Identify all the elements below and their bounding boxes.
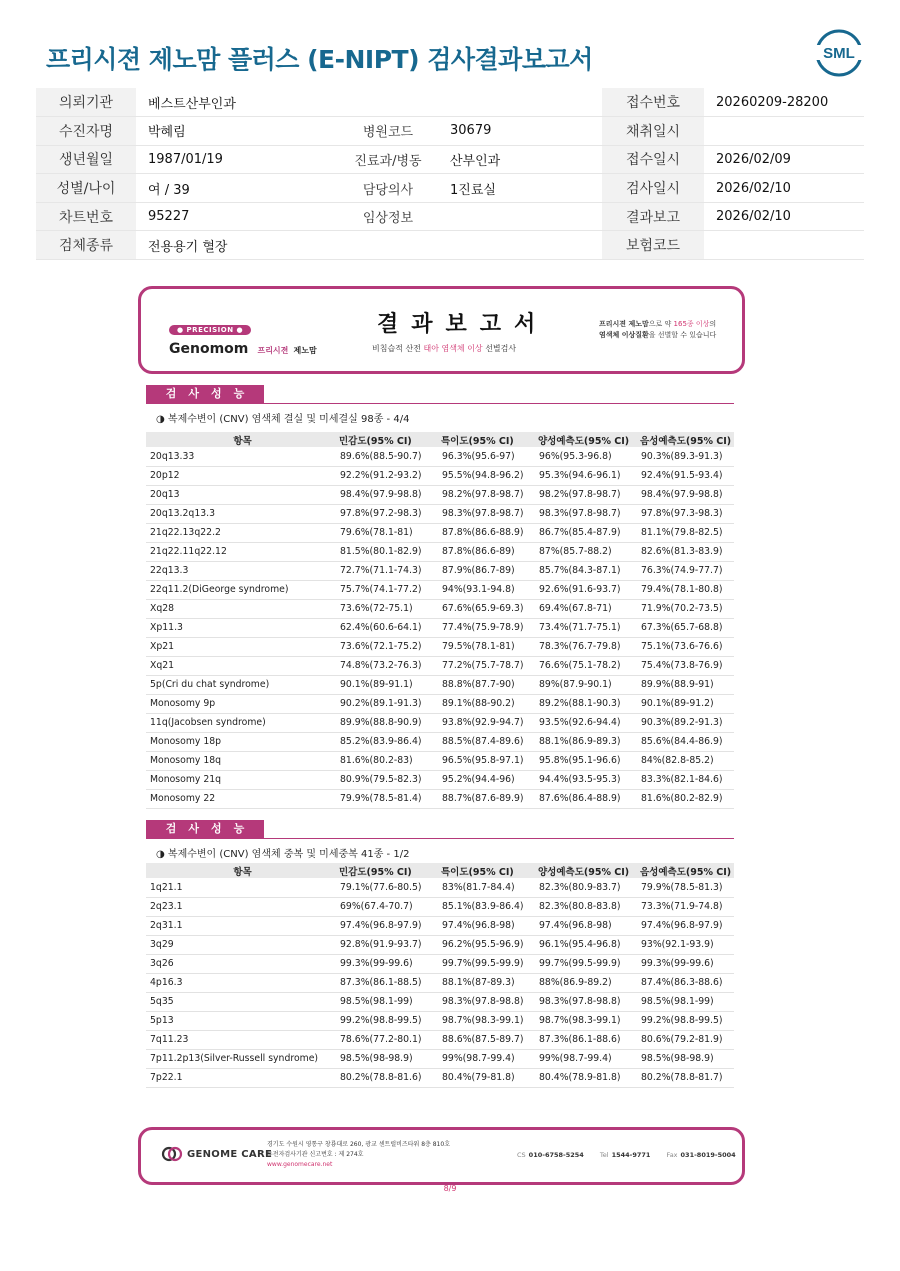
- report-header-frame: [138, 286, 745, 374]
- table-row: [146, 878, 734, 897]
- table-cell-value: 67.6%(65.9-69.3): [438, 599, 535, 618]
- column-header: 특이도(95% CI): [438, 432, 535, 447]
- info-value: 30679: [438, 117, 602, 146]
- table-cell-value: 95.3%(94.6-96.1): [535, 466, 637, 485]
- table-row: [146, 897, 734, 916]
- table-cell-value: 98.3%(97.8-98.7): [438, 504, 535, 523]
- table-cell-value: 72.7%(71.1-74.3): [336, 561, 438, 580]
- info-value: 95227: [136, 202, 338, 231]
- table-cell-value: 97.4%(96.8-97.9): [637, 916, 734, 935]
- table-cell-value: 98.3%(97.8-98.8): [535, 992, 637, 1011]
- table-row: [146, 713, 734, 732]
- table-cell-value: 98.5%(98.1-99): [336, 992, 438, 1011]
- table-cell-value: 98.2%(97.8-98.7): [438, 485, 535, 504]
- table-row: [146, 770, 734, 789]
- table-cell-item: 3q29: [146, 935, 336, 954]
- table-cell-item: 7p22.1: [146, 1068, 336, 1087]
- table-cell-value: 67.3%(65.7-68.8): [637, 618, 734, 637]
- table-cell-item: 1q21.1: [146, 878, 336, 897]
- table-cell-value: 73.6%(72-75.1): [336, 599, 438, 618]
- table-cell-value: 96.1%(95.4-96.8): [535, 935, 637, 954]
- table-cell-item: 21q22.11q22.12: [146, 542, 336, 561]
- column-header: 특이도(95% CI): [438, 863, 535, 878]
- table-row: [146, 542, 734, 561]
- info-value: [704, 117, 864, 146]
- table-cell-value: 97.8%(97.2-98.3): [336, 504, 438, 523]
- table-cell-value: 82.3%(80.9-83.7): [535, 878, 637, 897]
- precision-badge: ● PRECISION ●: [169, 325, 251, 335]
- table-cell-value: 94.4%(93.5-95.3): [535, 770, 637, 789]
- info-row: [36, 117, 864, 146]
- table-cell-value: 89.2%(88.1-90.3): [535, 694, 637, 713]
- table-cell-value: 97.8%(97.3-98.3): [637, 504, 734, 523]
- table-cell-value: 84%(82.8-85.2): [637, 751, 734, 770]
- info-label: 검사일시: [602, 174, 704, 203]
- table-cell-value: 87.8%(86.6-89): [438, 542, 535, 561]
- table-cell-value: 78.3%(76.7-79.8): [535, 637, 637, 656]
- table-row: [146, 954, 734, 973]
- info-value: 2026/02/10: [704, 174, 864, 203]
- info-label: 접수일시: [602, 145, 704, 174]
- table-cell-value: 81.1%(79.8-82.5): [637, 523, 734, 542]
- table-cell-value: 80.4%(78.9-81.8): [535, 1068, 637, 1087]
- table-cell-item: Monosomy 18p: [146, 732, 336, 751]
- table-cell-value: 69.4%(67.8-71): [535, 599, 637, 618]
- table-cell-value: 75.1%(73.6-76.6): [637, 637, 734, 656]
- info-value: 여 / 39: [136, 174, 338, 203]
- info-value: [438, 202, 602, 231]
- table-cell-value: 85.7%(84.3-87.1): [535, 561, 637, 580]
- table-cell-item: Xp21: [146, 637, 336, 656]
- column-header: 음성예측도(95% CI): [637, 432, 734, 447]
- section-note-2: ◑ 복제수변이 (CNV) 염색체 중복 및 미세중복 41종 - 1/2: [156, 849, 410, 860]
- table-row: [146, 637, 734, 656]
- table-row: [146, 485, 734, 504]
- table-cell-value: 99%(98.7-99.4): [438, 1049, 535, 1068]
- table-cell-item: 4p16.3: [146, 973, 336, 992]
- table-cell-value: 93.8%(92.9-94.7): [438, 713, 535, 732]
- table-cell-value: 89.6%(88.5-90.7): [336, 447, 438, 466]
- table-row: [146, 447, 734, 466]
- table-cell-value: 69%(67.4-70.7): [336, 897, 438, 916]
- table-cell-value: 80.6%(79.2-81.9): [637, 1030, 734, 1049]
- info-label: 결과보고: [602, 202, 704, 231]
- table-cell-value: 79.4%(78.1-80.8): [637, 580, 734, 599]
- table-cell-value: 79.1%(77.6-80.5): [336, 878, 438, 897]
- genomom-brand: Genomom: [169, 341, 249, 357]
- table-row: [146, 580, 734, 599]
- table-cell-value: 80.9%(79.5-82.3): [336, 770, 438, 789]
- table-cell-value: 92.4%(91.5-93.4): [637, 466, 734, 485]
- table-cell-value: 98.3%(97.8-98.7): [535, 504, 637, 523]
- table-row: [146, 694, 734, 713]
- table-cell-value: 98.2%(97.8-98.7): [535, 485, 637, 504]
- info-label: 성별/나이: [36, 174, 136, 203]
- table-cell-value: 98.4%(97.9-98.8): [637, 485, 734, 504]
- genome-care-icon: [161, 1146, 183, 1162]
- table-cell-value: 90.3%(89.3-91.3): [637, 447, 734, 466]
- table-cell-value: 89.1%(88-90.2): [438, 694, 535, 713]
- table-cell-item: 2q23.1: [146, 897, 336, 916]
- table-cell-value: 88.1%(86.9-89.3): [535, 732, 637, 751]
- table-cell-value: 83%(81.7-84.4): [438, 878, 535, 897]
- table-cell-value: 80.4%(79-81.8): [438, 1068, 535, 1087]
- table-cell-value: 79.9%(78.5-81.4): [336, 789, 438, 808]
- table-cell-value: 82.3%(80.8-83.8): [535, 897, 637, 916]
- table-cell-value: 96.5%(95.8-97.1): [438, 751, 535, 770]
- table-cell-value: 81.6%(80.2-82.9): [637, 789, 734, 808]
- info-value: [704, 231, 864, 260]
- info-value: 박혜림: [136, 117, 338, 146]
- table-cell-value: 73.3%(71.9-74.8): [637, 897, 734, 916]
- table-cell-item: Monosomy 22: [146, 789, 336, 808]
- table-cell-value: 88.7%(87.6-89.9): [438, 789, 535, 808]
- info-value: 전용용기 혈장: [136, 231, 602, 260]
- table-cell-item: Xq28: [146, 599, 336, 618]
- section-rule-2: [146, 838, 734, 839]
- table-cell-value: 98.5%(98.1-99): [637, 992, 734, 1011]
- table-cell-value: 96%(95.3-96.8): [535, 447, 637, 466]
- table-cell-item: 2q31.1: [146, 916, 336, 935]
- table-cell-value: 88.1%(87-89.3): [438, 973, 535, 992]
- table-cell-value: 92.2%(91.2-93.2): [336, 466, 438, 485]
- table-cell-value: 88.6%(87.5-89.7): [438, 1030, 535, 1049]
- table-cell-value: 99%(98.7-99.4): [535, 1049, 637, 1068]
- genomom-sub: 제노맘: [293, 346, 317, 355]
- table-cell-value: 95.5%(94.8-96.2): [438, 466, 535, 485]
- column-header: 항목: [146, 432, 336, 447]
- table-cell-value: 99.2%(98.8-99.5): [336, 1011, 438, 1030]
- info-label: 담당의사: [338, 174, 438, 203]
- info-value: 20260209-28200: [704, 88, 864, 117]
- report-header-note: 프리시젼 제노맘으로 약 165종 이상의 염색체 이상질환을 선별할 수 있습니다: [599, 320, 717, 339]
- table-row: [146, 599, 734, 618]
- table-cell-value: 93%(92.1-93.9): [637, 935, 734, 954]
- table-cell-value: 73.4%(71.7-75.1): [535, 618, 637, 637]
- table-cell-value: 85.1%(83.9-86.4): [438, 897, 535, 916]
- table-row: [146, 1030, 734, 1049]
- section-label-1: 검사성능: [146, 385, 264, 403]
- section-label-2: 검사성능: [146, 820, 264, 838]
- table-cell-item: 20q13.33: [146, 447, 336, 466]
- table-cell-value: 74.8%(73.2-76.3): [336, 656, 438, 675]
- footer-address: 경기도 수원시 영통구 창룡대로 260, 광교 센트럴비즈타워 8층 810호 유전자검사기관 신고번호 : 제 274호 www.genomecare.net: [267, 1141, 450, 1168]
- info-row: [36, 202, 864, 231]
- table-cell-value: 90.1%(89-91.1): [336, 675, 438, 694]
- table-cell-item: Monosomy 21q: [146, 770, 336, 789]
- section-note-1: ◑ 복제수변이 (CNV) 염색체 결실 및 미세결실 98종 - 4/4: [156, 414, 410, 425]
- info-label: 진료과/병동: [338, 145, 438, 174]
- table-row: [146, 504, 734, 523]
- info-value: 베스트산부인과: [136, 88, 602, 117]
- info-label: 임상정보: [338, 202, 438, 231]
- table-cell-value: 89.9%(88.9-91): [637, 675, 734, 694]
- info-label: 접수번호: [602, 88, 704, 117]
- table-row: [146, 1049, 734, 1068]
- table-row: [146, 992, 734, 1011]
- table-cell-value: 98.7%(98.3-99.1): [535, 1011, 637, 1030]
- table-cell-value: 77.2%(75.7-78.7): [438, 656, 535, 675]
- table-cell-value: 87.6%(86.4-88.9): [535, 789, 637, 808]
- info-label: 의뢰기관: [36, 88, 136, 117]
- genomom-sub-pink: 프리시젼: [257, 346, 289, 355]
- table-cell-value: 81.5%(80.1-82.9): [336, 542, 438, 561]
- table-cell-item: 5p13: [146, 1011, 336, 1030]
- section-rule-1: [146, 403, 734, 404]
- table-cell-value: 76.3%(74.9-77.7): [637, 561, 734, 580]
- table-cell-value: 76.6%(75.1-78.2): [535, 656, 637, 675]
- table-row: [146, 732, 734, 751]
- table-cell-value: 99.7%(99.5-99.9): [535, 954, 637, 973]
- genome-care-logo: GENOME CARE: [161, 1146, 272, 1162]
- info-value: 1진료실: [438, 174, 602, 203]
- column-header: 항목: [146, 863, 336, 878]
- info-label: 검체종류: [36, 231, 136, 260]
- table-cell-item: 21q22.13q22.2: [146, 523, 336, 542]
- table-cell-item: 20p12: [146, 466, 336, 485]
- info-label: 병원코드: [338, 117, 438, 146]
- table-cell-value: 89.9%(88.8-90.9): [336, 713, 438, 732]
- table-cell-value: 87.3%(86.1-88.6): [535, 1030, 637, 1049]
- table-cell-value: 87%(85.7-88.2): [535, 542, 637, 561]
- table-cell-item: Monosomy 9p: [146, 694, 336, 713]
- table-cell-item: 3q26: [146, 954, 336, 973]
- info-row: [36, 145, 864, 174]
- table-cell-item: 11q(Jacobsen syndrome): [146, 713, 336, 732]
- table-cell-value: 88.8%(87.7-90): [438, 675, 535, 694]
- report-title: 결과보고서: [377, 312, 549, 337]
- footer-frame: [138, 1127, 745, 1185]
- table-cell-value: 73.6%(72.1-75.2): [336, 637, 438, 656]
- table-cell-value: 94%(93.1-94.8): [438, 580, 535, 599]
- table-cell-value: 92.6%(91.6-93.7): [535, 580, 637, 599]
- table-cell-value: 80.2%(78.8-81.6): [336, 1068, 438, 1087]
- table-cell-value: 86.7%(85.4-87.9): [535, 523, 637, 542]
- table-row: [146, 935, 734, 954]
- info-row: [36, 231, 864, 260]
- info-label: 수진자명: [36, 117, 136, 146]
- table-row: [146, 789, 734, 808]
- table-cell-value: 90.2%(89.1-91.3): [336, 694, 438, 713]
- info-label: 차트번호: [36, 202, 136, 231]
- table-cell-value: 85.6%(84.4-86.9): [637, 732, 734, 751]
- table-cell-item: Monosomy 18q: [146, 751, 336, 770]
- table-cell-value: 98.5%(98-98.9): [637, 1049, 734, 1068]
- table-cell-value: 90.3%(89.2-91.3): [637, 713, 734, 732]
- table-cell-value: 88.5%(87.4-89.6): [438, 732, 535, 751]
- column-header: 양성예측도(95% CI): [535, 863, 637, 878]
- table-cell-value: 62.4%(60.6-64.1): [336, 618, 438, 637]
- table-cell-value: 98.5%(98-98.9): [336, 1049, 438, 1068]
- table-cell-value: 93.5%(92.6-94.4): [535, 713, 637, 732]
- table-cell-value: 75.4%(73.8-76.9): [637, 656, 734, 675]
- info-row: [36, 174, 864, 203]
- table-cell-value: 71.9%(70.2-73.5): [637, 599, 734, 618]
- table-cell-item: 5q35: [146, 992, 336, 1011]
- table-cell-item: 7q11.23: [146, 1030, 336, 1049]
- page-number: 8/9: [443, 1184, 457, 1193]
- table-cell-value: 99.3%(99-99.6): [637, 954, 734, 973]
- table-cell-item: 7p11.2p13(Silver-Russell syndrome): [146, 1049, 336, 1068]
- table-row: [146, 675, 734, 694]
- table-cell-value: 98.3%(97.8-98.8): [438, 992, 535, 1011]
- table-cell-value: 77.4%(75.9-78.9): [438, 618, 535, 637]
- column-header: 음성예측도(95% CI): [637, 863, 734, 878]
- table-row: [146, 751, 734, 770]
- table-cell-value: 98.4%(97.9-98.8): [336, 485, 438, 504]
- table-cell-value: 97.4%(96.8-97.9): [336, 916, 438, 935]
- table-row: [146, 656, 734, 675]
- table-cell-item: 22q13.3: [146, 561, 336, 580]
- table-cell-value: 82.6%(81.3-83.9): [637, 542, 734, 561]
- table-cell-value: 96.2%(95.5-96.9): [438, 935, 535, 954]
- table-cell-value: 83.3%(82.1-84.6): [637, 770, 734, 789]
- table-cell-value: 99.2%(98.8-99.5): [637, 1011, 734, 1030]
- info-value: 2026/02/09: [704, 145, 864, 174]
- info-value: 1987/01/19: [136, 145, 338, 174]
- patient-info-table: [36, 88, 864, 260]
- table-row: [146, 466, 734, 485]
- table-row: [146, 561, 734, 580]
- table-cell-value: 79.9%(78.5-81.3): [637, 878, 734, 897]
- table-cell-item: 5p(Cri du chat syndrome): [146, 675, 336, 694]
- table-cell-value: 85.2%(83.9-86.4): [336, 732, 438, 751]
- deletion-performance-table: [146, 432, 734, 809]
- table-cell-value: 78.6%(77.2-80.1): [336, 1030, 438, 1049]
- column-header: 양성예측도(95% CI): [535, 432, 637, 447]
- info-value: 2026/02/10: [704, 202, 864, 231]
- table-row: [146, 1068, 734, 1087]
- info-row: [36, 88, 864, 117]
- table-cell-value: 96.3%(95.6-97): [438, 447, 535, 466]
- table-row: [146, 1011, 734, 1030]
- footer-contact: CS 010-6758-5254 Tel 1544-9771 Fax 031-8019-5004: [517, 1151, 736, 1159]
- info-value: 산부인과: [438, 145, 602, 174]
- table-cell-value: 87.9%(86.7-89): [438, 561, 535, 580]
- table-cell-value: 75.7%(74.1-77.2): [336, 580, 438, 599]
- table-cell-value: 87.4%(86.3-88.6): [637, 973, 734, 992]
- table-cell-value: 98.7%(98.3-99.1): [438, 1011, 535, 1030]
- table-cell-item: Xq21: [146, 656, 336, 675]
- genomom-logo: [169, 317, 317, 357]
- table-cell-value: 99.7%(99.5-99.9): [438, 954, 535, 973]
- table-cell-value: 92.8%(91.9-93.7): [336, 935, 438, 954]
- table-cell-value: 95.2%(94.4-96): [438, 770, 535, 789]
- table-row: [146, 523, 734, 542]
- table-cell-value: 80.2%(78.8-81.7): [637, 1068, 734, 1087]
- table-row: [146, 973, 734, 992]
- table-cell-item: 20q13.2q13.3: [146, 504, 336, 523]
- table-cell-item: 22q11.2(DiGeorge syndrome): [146, 580, 336, 599]
- page-title: 프리시젼 제노맘 플러스 (E-NIPT) 검사결과보고서: [46, 45, 593, 74]
- table-row: [146, 618, 734, 637]
- footer-website-link[interactable]: www.genomecare.net: [267, 1161, 333, 1168]
- table-cell-value: 79.6%(78.1-81): [336, 523, 438, 542]
- table-cell-value: 97.4%(96.8-98): [438, 916, 535, 935]
- table-cell-item: 20q13: [146, 485, 336, 504]
- info-label: 보험코드: [602, 231, 704, 260]
- table-cell-value: 99.3%(99-99.6): [336, 954, 438, 973]
- table-cell-value: 88%(86.9-89.2): [535, 973, 637, 992]
- svg-text:SML: SML: [823, 45, 855, 62]
- table-cell-value: 95.8%(95.1-96.6): [535, 751, 637, 770]
- table-cell-value: 87.3%(86.1-88.5): [336, 973, 438, 992]
- table-cell-value: 81.6%(80.2-83): [336, 751, 438, 770]
- column-header: 민감도(95% CI): [336, 432, 438, 447]
- table-cell-value: 79.5%(78.1-81): [438, 637, 535, 656]
- column-header: 민감도(95% CI): [336, 863, 438, 878]
- duplication-performance-table: [146, 863, 734, 1088]
- table-row: [146, 916, 734, 935]
- info-label: 생년월일: [36, 145, 136, 174]
- table-cell-item: Xp11.3: [146, 618, 336, 637]
- table-cell-value: 87.8%(86.6-88.9): [438, 523, 535, 542]
- table-cell-value: 97.4%(96.8-98): [535, 916, 637, 935]
- report-subtitle: 비침습적 산전 태아 염색체 이상 선별검사: [372, 344, 517, 353]
- sml-logo-icon: [812, 28, 866, 78]
- info-label: 채취일시: [602, 117, 704, 146]
- table-cell-value: 89%(87.9-90.1): [535, 675, 637, 694]
- table-cell-value: 90.1%(89-91.2): [637, 694, 734, 713]
